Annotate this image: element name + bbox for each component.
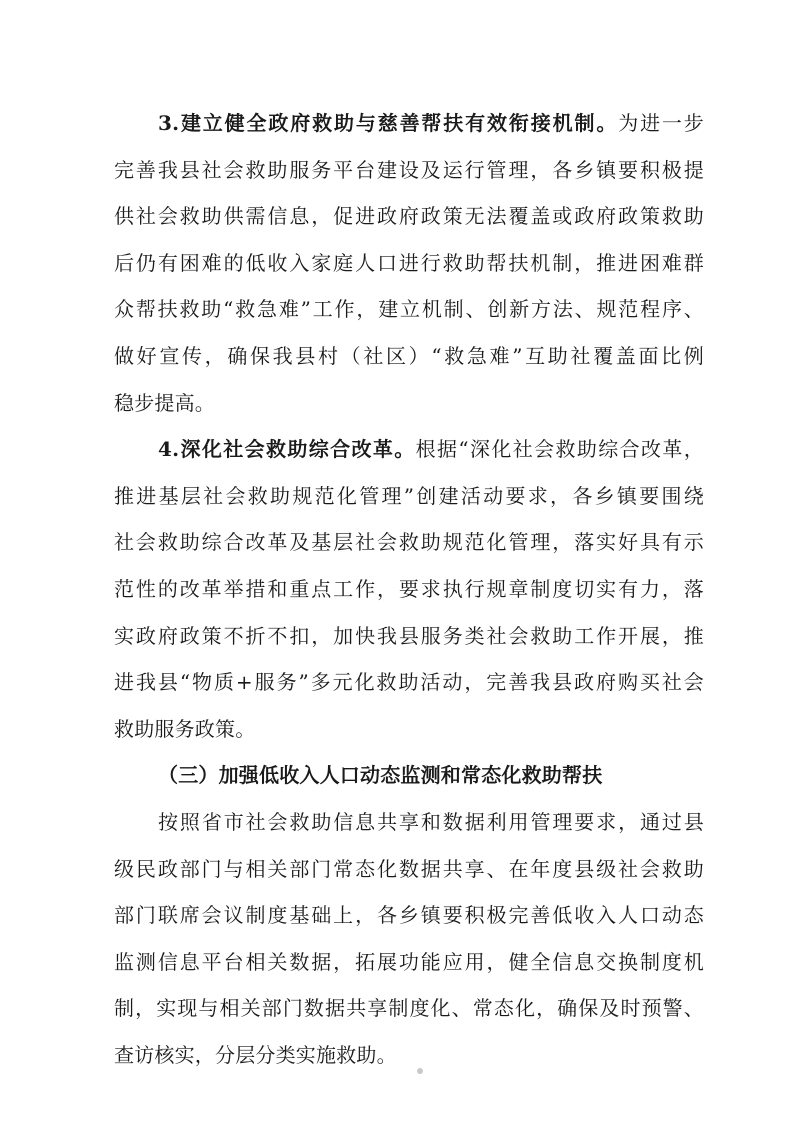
- item-3-line: 做好宣传，确保我县村（社区）“救急难”互助社覆盖面比例: [114, 343, 704, 368]
- section-3-line: 级民政部门与相关部门常态化数据共享、在年度县级社会救助: [114, 856, 704, 881]
- item-4-line: 救助服务政策。: [114, 716, 256, 741]
- item-4-line: 进我县“物质+服务”多元化救助活动，完善我县政府购买社会: [114, 670, 704, 695]
- item-3-line: 众帮扶救助“救急难”工作，建立机制、创新方法、规范程序、: [114, 297, 704, 322]
- section-3-heading: （三）加强低收入人口动态监测和常态化救助帮扶: [158, 763, 603, 788]
- item-4-line: 实政府政策不折不扣，加快我县服务类社会救助工作开展，推: [114, 623, 704, 648]
- page-mark-dot: [417, 1068, 423, 1074]
- section-3-line: 部门联席会议制度基础上，各乡镇要积极完善低收入人口动态: [114, 903, 704, 928]
- section-3-line: 监测信息平台相关数据，拓展功能应用，健全信息交换制度机: [114, 949, 704, 974]
- item-3-line: 后仍有困难的低收入家庭人口进行救助帮扶机制，推进困难群: [114, 250, 704, 275]
- item-4-line: 推进基层社会救助规范化管理”创建活动要求，各乡镇要围绕: [114, 483, 704, 508]
- item-4-text: 根据“深化社会救助综合改革，: [415, 437, 704, 462]
- item-4-heading: 4.深化社会救助综合改革。: [158, 437, 416, 462]
- item-4-line: 范性的改革举措和重点工作，要求执行规章制度切实有力，落: [114, 576, 704, 601]
- item-3-line: 完善我县社会救助服务平台建设及运行管理，各乡镇要积极提: [114, 157, 704, 182]
- section-3-line: 按照省市社会救助信息共享和数据利用管理要求，通过县: [158, 809, 704, 834]
- item-4-first-line: [114, 426, 704, 473]
- body-text: [114, 100, 704, 1078]
- item-3-heading: 3.建立健全政府救助与慈善帮扶有效衔接机制。: [158, 111, 619, 135]
- section-3-line: 查访核实，分层分类实施救助。: [114, 1042, 397, 1067]
- item-3-text: 为进一步: [618, 111, 704, 135]
- section-3-line: 制，实现与相关部门数据共享制度化、常态化，确保及时预警、: [114, 996, 704, 1021]
- item-3-line: 稳步提高。: [114, 390, 215, 415]
- item-3-first-line: [114, 100, 704, 147]
- item-4-line: 社会救助综合改革及基层社会救助规范化管理，落实好具有示: [114, 530, 704, 555]
- item-3-line: 供社会救助供需信息，促进政府政策无法覆盖或政府政策救助: [114, 204, 704, 229]
